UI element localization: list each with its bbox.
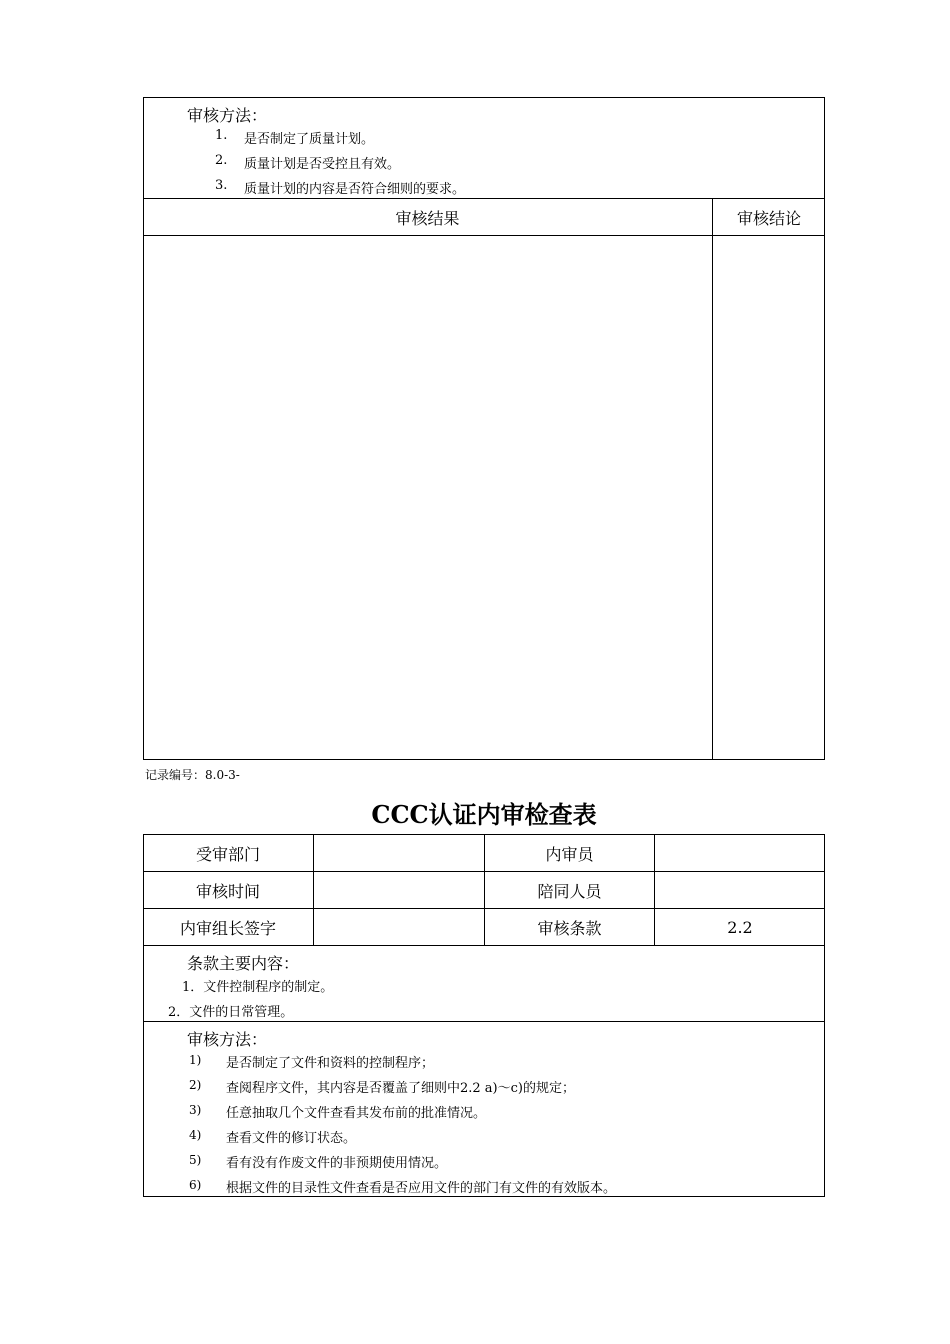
clause-divider — [143, 1021, 825, 1022]
clause-label: 审核条款 — [537, 918, 602, 938]
auditor-label: 内审员 — [545, 844, 594, 864]
upper-method-item: 质量计划是否受控且有效。 — [244, 157, 401, 172]
method-item: 是否制定了文件和资料的控制程序； — [226, 1056, 435, 1071]
leader-value[interactable] — [314, 909, 484, 945]
method-num: 4) — [189, 1128, 202, 1142]
page-title: CCC认证内审检查表 — [371, 800, 597, 829]
auditor-value[interactable] — [655, 835, 825, 871]
upper-method-item: 质量计划的内容是否符合细则的要求。 — [244, 182, 466, 197]
escort-label: 陪同人员 — [537, 881, 602, 901]
time-label: 审核时间 — [195, 881, 260, 901]
method-title: 审核方法： — [187, 1030, 268, 1049]
clause-item: 2．文件的日常管理。 — [168, 1005, 294, 1020]
method-num: 2) — [189, 1078, 202, 1092]
method-num: 3) — [189, 1103, 202, 1117]
clause-title: 条款主要内容： — [187, 954, 300, 973]
clause-item: 1．文件控制程序的制定。 — [182, 980, 334, 995]
upper-method-num: 1. — [215, 128, 228, 143]
record-number: 记录编号：8.0-3- — [145, 768, 240, 782]
leader-label: 内审组长签字 — [179, 918, 276, 938]
method-item: 任意抽取几个文件查看其发布前的批准情况。 — [226, 1106, 487, 1121]
upper-method-num: 2. — [215, 153, 228, 168]
method-num: 5) — [189, 1153, 202, 1167]
method-item: 根据文件的目录性文件查看是否应用文件的部门有文件的有效版本。 — [226, 1181, 617, 1196]
conclusion-header: 审核结论 — [736, 208, 801, 228]
method-item: 查看文件的修订状态。 — [226, 1131, 357, 1146]
escort-value[interactable] — [655, 872, 825, 908]
clause-value: 2.2 — [727, 917, 753, 937]
method-num: 6) — [189, 1178, 202, 1192]
method-num: 1) — [189, 1053, 202, 1067]
dept-value[interactable] — [314, 835, 484, 871]
upper-method-item: 是否制定了质量计划。 — [244, 132, 375, 147]
result-header: 审核结果 — [395, 208, 460, 228]
method-item: 看有没有作废文件的非预期使用情况。 — [226, 1156, 448, 1171]
dept-label: 受审部门 — [195, 844, 260, 864]
conclusion-content-area[interactable] — [713, 236, 824, 759]
result-content-area[interactable] — [144, 236, 712, 759]
upper-method-num: 3. — [215, 178, 228, 193]
method-item: 查阅程序文件，其内容是否覆盖了细则中2.2 a)～c)的规定； — [226, 1081, 575, 1096]
upper-method-title: 审核方法： — [187, 106, 268, 125]
time-value[interactable] — [314, 872, 484, 908]
